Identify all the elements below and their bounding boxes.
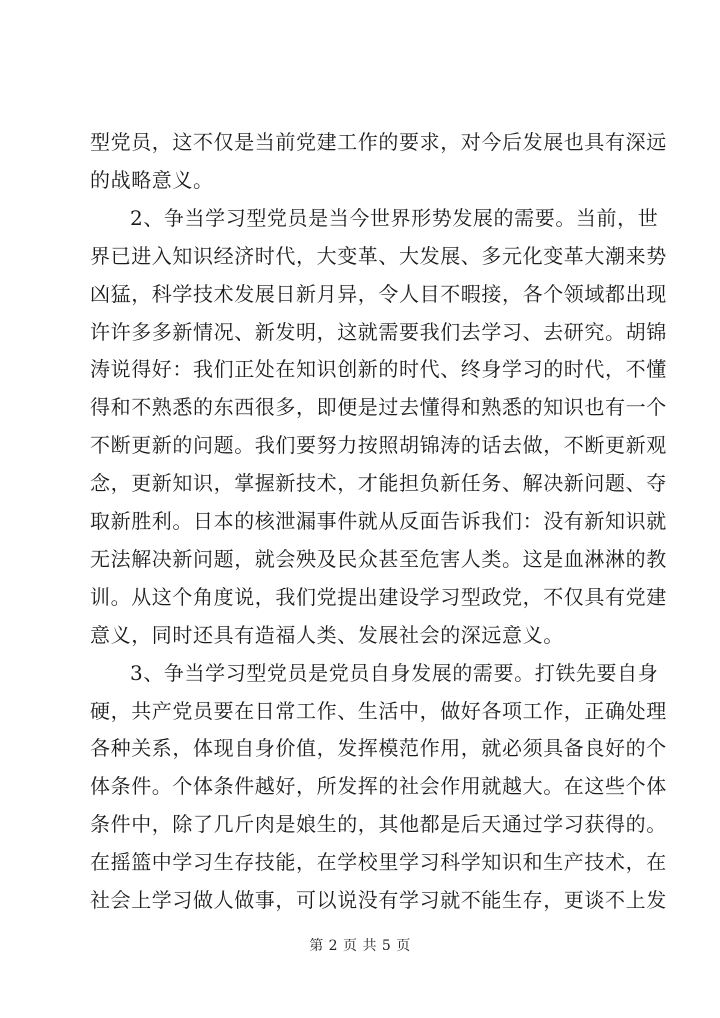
text-line: 凶猛，科学技术发展日新月异，令人目不暇接，各个领域都出现 [90, 281, 667, 306]
text-line: 条件中，除了几斤肉是娘生的，其他都是后天通过学习获得的。 [90, 812, 667, 837]
text-line: 硬，共产党员要在日常工作、生活中，做好各项工作，正确处理 [90, 698, 667, 723]
text-line: 取新胜利。日本的核泄漏事件就从反面告诉我们：没有新知识就 [90, 509, 667, 533]
text-line: 界已进入知识经济时代，大变革、大发展、多元化变革大潮来势 [90, 243, 667, 268]
text-line: 社会上学习做人做事，可以说没有学习就不能生存，更谈不上发 [90, 888, 667, 912]
text-line: 在摇篮中学习生存技能，在学校里学习科学知识和生产技术，在 [90, 850, 667, 875]
text-line: 2、争当学习型党员是当今世界形势发展的需要。当前，世 [130, 205, 659, 230]
text-line: 许许多多新情况、新发明，这就需要我们去学习、去研究。胡锦 [90, 319, 667, 344]
text-line: 涛说得好：我们正处在知识创新的时代、终身学习的时代，不懂 [90, 357, 667, 382]
text-line: 无法解决新问题，就会殃及民众甚至危害人类。这是血淋淋的教 [90, 546, 667, 571]
text-line: 各种关系，体现自身价值，发挥模范作用，就必须具备良好的个 [90, 736, 667, 761]
text-line: 意义，同时还具有造福人类、发展社会的深远意义。 [90, 622, 564, 647]
page-number: 第 2 页 共 5 页 [309, 938, 411, 954]
text-line: 得和不熟悉的东西很多，即便是过去懂得和熟悉的知识也有一个 [90, 395, 667, 420]
text-line: 体条件。个体条件越好，所发挥的社会作用就越大。在这些个体 [90, 774, 667, 799]
text-line: 的战略意义。 [90, 167, 214, 192]
text-line: 念，更新知识，掌握新技术，才能担负新任务、解决新问题、夺 [90, 471, 667, 496]
text-line: 不断更新的问题。我们要努力按照胡锦涛的话去做，不断更新观 [90, 433, 667, 458]
text-line: 3、争当学习型党员是党员自身发展的需要。打铁先要自身 [130, 660, 659, 685]
text-line: 训。从这个角度说，我们党提出建设学习型政党，不仅具有党建 [90, 584, 667, 609]
text-line: 型党员，这不仅是当前党建工作的要求，对今后发展也具有深远 [90, 130, 667, 154]
